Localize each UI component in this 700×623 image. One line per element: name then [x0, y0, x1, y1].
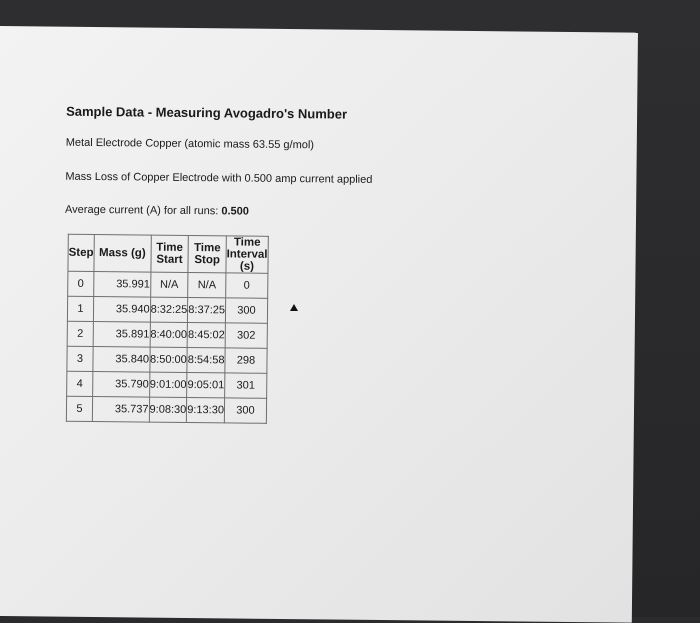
cell-mass: 35.790: [93, 371, 150, 397]
cell-step: 3: [67, 346, 93, 371]
average-current-value: 0.500: [221, 205, 249, 218]
cell-step: 5: [66, 396, 92, 421]
cell-time-start: 8:32:25: [150, 297, 188, 322]
cell-time-stop: 8:54:58: [187, 347, 225, 372]
cell-time-start: 8:40:00: [150, 322, 188, 347]
cell-time-interval: 298: [225, 348, 267, 373]
average-current-line: [65, 204, 249, 218]
cell-time-interval: 300: [225, 298, 267, 323]
header-time-start: Time Start: [151, 235, 189, 272]
cell-time-start: 9:01:00: [149, 372, 187, 397]
header-time-stop: Time Stop: [188, 235, 226, 272]
cell-step: 4: [67, 371, 93, 396]
page-title: Sample Data - Measuring Avogadro's Number: [66, 103, 348, 122]
header-step: Step: [68, 234, 94, 271]
document-page: [0, 26, 638, 623]
cell-mass: 35.840: [93, 346, 150, 372]
average-current-label: Average current (A) for all runs:: [65, 203, 222, 218]
table-row: [66, 396, 266, 423]
table-row: [67, 321, 267, 348]
cell-time-stop: 9:13:30: [187, 397, 225, 422]
cell-time-interval: 0: [226, 273, 268, 298]
cell-mass: 35.891: [93, 321, 150, 347]
cell-time-stop: 8:45:02: [187, 322, 225, 347]
table-row: [67, 346, 267, 373]
cell-mass: 35.991: [94, 271, 151, 297]
cell-mass: 35.737: [92, 396, 149, 422]
cell-time-interval: 301: [225, 373, 267, 398]
cell-time-stop: 9:05:01: [187, 372, 225, 397]
cell-step: 1: [67, 296, 93, 321]
cell-time-start: 9:08:30: [149, 397, 187, 422]
cell-time-start: 8:50:00: [149, 347, 187, 372]
cell-time-start: N/A: [150, 272, 188, 297]
cell-time-interval: 300: [224, 398, 266, 423]
cell-step: 0: [68, 271, 94, 296]
cell-time-interval: 302: [225, 323, 267, 348]
table-row: [68, 271, 268, 298]
header-mass: Mass (g): [94, 234, 151, 272]
header-time-interval: Time Interval (s): [226, 236, 268, 273]
data-table: [66, 234, 269, 424]
table-header-row: [68, 234, 268, 273]
table-row: [67, 296, 267, 323]
cell-time-stop: N/A: [188, 272, 226, 297]
cell-step: 2: [67, 321, 93, 346]
cell-time-stop: 8:37:25: [188, 297, 226, 322]
mass-loss-line: Mass Loss of Copper Electrode with 0.500 amp current applied: [65, 170, 373, 186]
electrode-line: Metal Electrode Copper (atomic mass 63.55 g/mol): [65, 136, 315, 152]
mouse-cursor-icon: [290, 304, 298, 311]
cell-mass: 35.940: [93, 296, 150, 322]
table-row: [67, 371, 267, 398]
